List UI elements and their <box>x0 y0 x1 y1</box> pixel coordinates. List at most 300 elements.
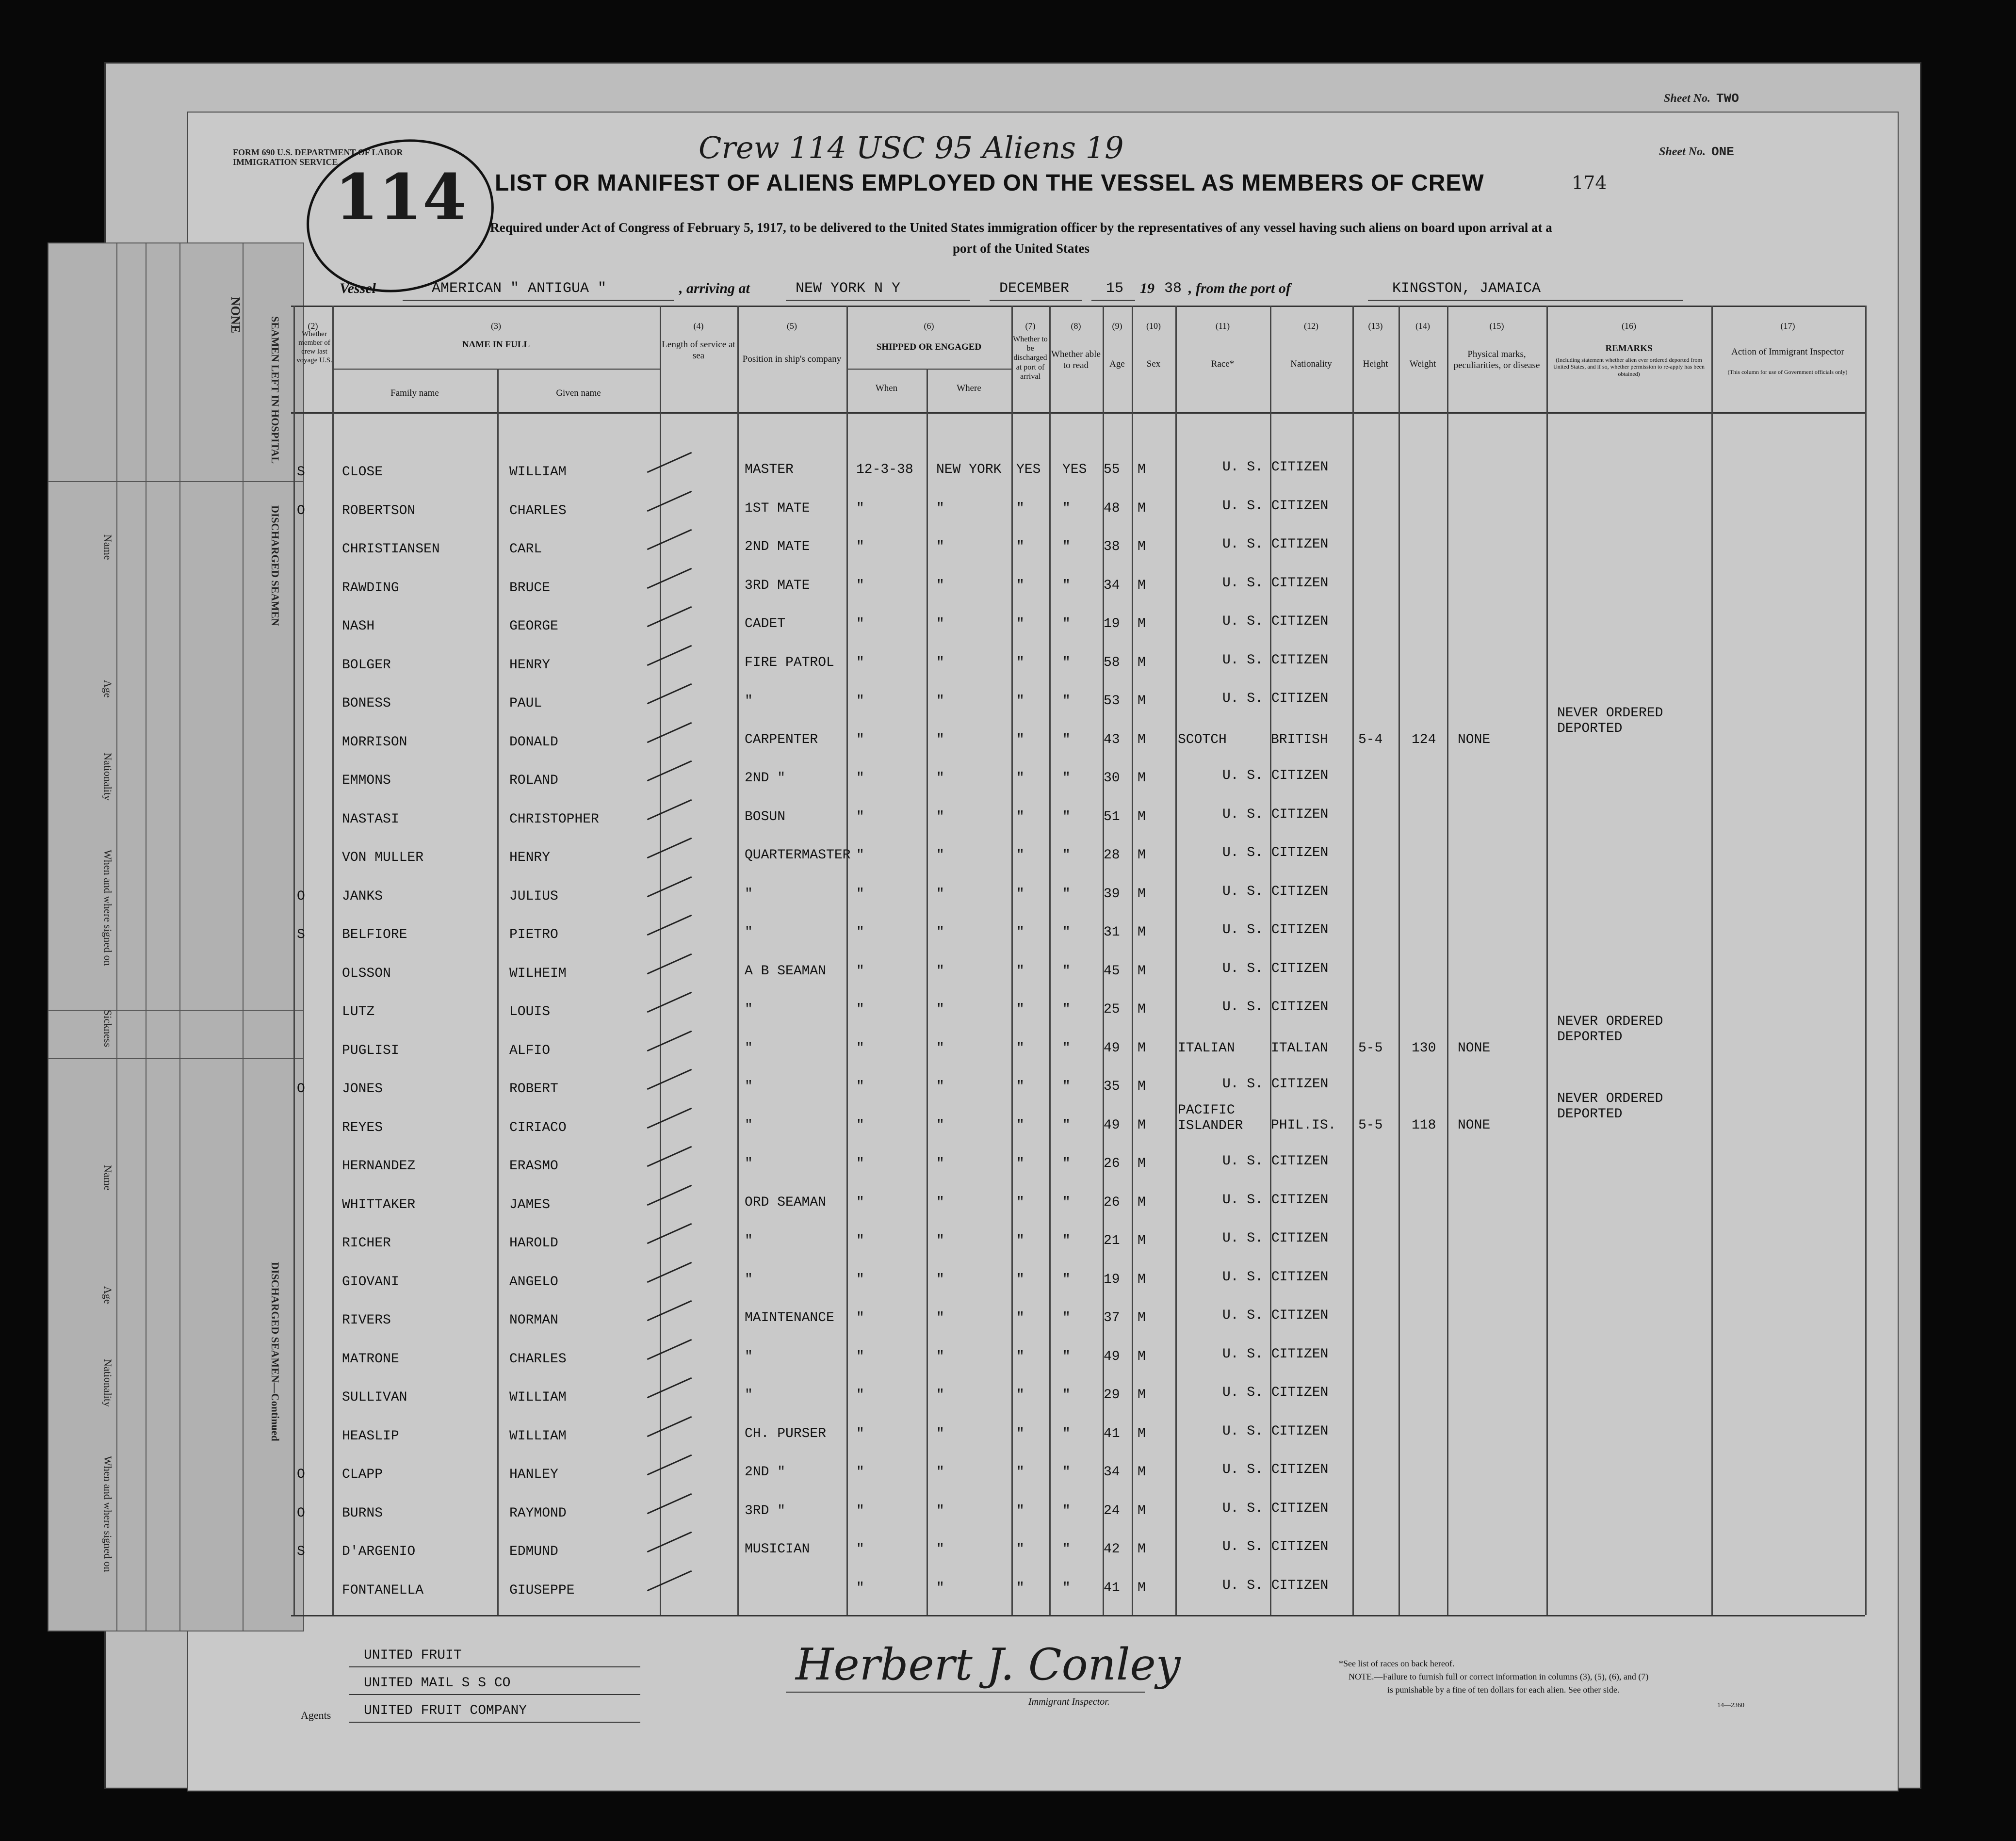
given-name: HENRY <box>509 850 551 865</box>
remarks: NEVER ORDERED DEPORTED <box>1557 1014 1663 1045</box>
able-to-read: " <box>1062 1195 1071 1210</box>
discharged: " <box>1016 964 1024 979</box>
age: 43 <box>1104 732 1120 747</box>
discharged: YES <box>1016 462 1041 477</box>
column-number: (6) <box>924 321 934 331</box>
age: 49 <box>1104 1118 1120 1133</box>
discharged: " <box>1016 1041 1024 1056</box>
owner-underline-1 <box>349 1666 640 1667</box>
position: CH. PURSER <box>745 1426 827 1441</box>
column-number: (11) <box>1215 321 1230 331</box>
year-prefix: 19 <box>1140 280 1154 296</box>
family-name: OLSSON <box>342 966 391 981</box>
age: 34 <box>1104 578 1120 593</box>
race: SCOTCH <box>1178 732 1227 747</box>
able-to-read: " <box>1062 578 1071 593</box>
column-number: (16) <box>1622 321 1636 331</box>
given-name: NORMAN <box>509 1313 558 1328</box>
given-name: CHRISTOPHER <box>509 812 599 827</box>
shipped-where: " <box>936 848 944 863</box>
able-to-read: " <box>1062 1542 1071 1557</box>
position: MASTER <box>745 462 794 477</box>
able-to-read: " <box>1062 1581 1071 1596</box>
table-column-rule <box>1711 306 1713 1615</box>
header-c3: NAME IN FULL <box>462 339 530 350</box>
table-column-rule <box>1865 306 1867 1615</box>
sex: M <box>1138 1465 1146 1480</box>
position: MAINTENANCE <box>745 1310 834 1325</box>
flap-divider <box>49 1010 303 1011</box>
form-number: 14—2360 <box>1717 1702 1744 1709</box>
able-to-read: " <box>1062 655 1071 670</box>
sex: M <box>1138 578 1146 593</box>
family-name: SULLIVAN <box>342 1390 407 1405</box>
nationality: U. S. CITIZEN <box>1222 1270 1329 1285</box>
page-number: 174 <box>1572 172 1607 194</box>
given-name: HENRY <box>509 658 551 673</box>
age: 58 <box>1104 655 1120 670</box>
shipped-where: " <box>936 771 944 786</box>
nationality: U. S. CITIZEN <box>1222 922 1329 937</box>
shipped-where: " <box>936 616 944 631</box>
height: 5-4 <box>1358 732 1383 747</box>
family-name: VON MULLER <box>342 850 424 865</box>
crew-last-voyage-mark: S <box>297 1544 305 1559</box>
given-name: PIETRO <box>509 927 558 942</box>
able-to-read: " <box>1062 1118 1071 1133</box>
flap-col-sickness: Sickness <box>102 1010 114 1047</box>
age: 21 <box>1104 1233 1120 1248</box>
sex: M <box>1138 1426 1146 1441</box>
vessel-underline <box>403 300 674 301</box>
flap-col-when: When and where signed on <box>102 1456 114 1572</box>
position: " <box>745 1349 753 1364</box>
family-name: EMMONS <box>342 773 391 788</box>
shipped-subheader-rule <box>846 369 1011 370</box>
shipped-when: " <box>856 1542 864 1557</box>
physical-marks: NONE <box>1458 1118 1491 1133</box>
column-number: (10) <box>1146 321 1161 331</box>
age: 26 <box>1104 1156 1120 1171</box>
sex: M <box>1138 1195 1146 1210</box>
nationality: U. S. CITIZEN <box>1222 1154 1329 1169</box>
able-to-read: " <box>1062 694 1071 709</box>
weight: 130 <box>1412 1041 1436 1056</box>
discharged: " <box>1016 1233 1024 1248</box>
sex: M <box>1138 539 1146 554</box>
shipped-where: " <box>936 1002 944 1017</box>
nationality: U. S. CITIZEN <box>1222 807 1329 822</box>
flap-discharged-heading: DISCHARGED SEAMEN <box>269 505 281 626</box>
family-name: BOLGER <box>342 658 391 673</box>
position: " <box>745 1233 753 1248</box>
age: 48 <box>1104 501 1120 516</box>
able-to-read: " <box>1062 1388 1071 1403</box>
age: 41 <box>1104 1426 1120 1441</box>
family-name: NASTASI <box>342 812 399 827</box>
nationality: U. S. CITIZEN <box>1222 614 1329 629</box>
position: " <box>745 1002 753 1017</box>
able-to-read: " <box>1062 809 1071 824</box>
discharged: " <box>1016 771 1024 786</box>
given-name: JAMES <box>509 1197 551 1212</box>
handwritten-crew-note: Crew 114 USC 95 Aliens 19 <box>699 130 1124 165</box>
family-name: REYES <box>342 1120 383 1135</box>
month-underline <box>990 300 1082 301</box>
shipped-when: " <box>856 771 864 786</box>
able-to-read: " <box>1062 1503 1071 1518</box>
able-to-read: " <box>1062 1079 1071 1094</box>
column-number: (13) <box>1368 321 1383 331</box>
nationality: U. S. CITIZEN <box>1222 653 1329 668</box>
position: ORD SEAMAN <box>745 1195 827 1210</box>
shipped-when: " <box>856 1426 864 1441</box>
age: 42 <box>1104 1542 1120 1557</box>
header-c2: Whether member of crew last voyage U.S. <box>296 330 332 364</box>
given-name: WILLIAM <box>509 465 567 480</box>
table-column-rule <box>1132 306 1133 1615</box>
manifest-title: LIST OR MANIFEST OF ALIENS EMPLOYED ON THE VESSEL AS MEMBERS OF CREW <box>495 170 1484 196</box>
header-c15: Physical marks, peculiarities, or disease <box>1453 349 1540 371</box>
flap-hospital-heading: SEAMEN LEFT IN HOSPITAL <box>269 316 281 464</box>
column-number: (5) <box>787 321 797 331</box>
discharged-seamen-flap <box>48 242 304 1631</box>
position: " <box>745 1041 753 1056</box>
flap-col-name: Name <box>102 534 114 560</box>
weight: 118 <box>1412 1118 1436 1133</box>
given-name: ROLAND <box>509 773 558 788</box>
family-name: MORRISON <box>342 735 407 750</box>
position: " <box>745 1118 753 1133</box>
from-underline <box>1368 300 1683 301</box>
given-name: CHARLES <box>509 503 567 518</box>
header-c3a: Family name <box>390 388 439 398</box>
position: BOSUN <box>745 809 786 824</box>
owner-line-1: UNITED FRUIT <box>364 1648 462 1663</box>
sheet-number-top: Sheet No. TWO <box>1664 91 1739 106</box>
flap-divider <box>179 243 180 1631</box>
owner-underline-2 <box>349 1694 640 1695</box>
physical-marks: NONE <box>1458 732 1491 747</box>
header-c16: REMARKS <box>1605 343 1653 354</box>
nationality: U. S. CITIZEN <box>1222 1077 1329 1092</box>
flap-col-nationality: Nationality <box>102 753 114 801</box>
remarks: NEVER ORDERED DEPORTED <box>1557 706 1663 736</box>
crew-last-voyage-mark: O <box>297 1467 305 1482</box>
nationality: U. S. CITIZEN <box>1222 460 1329 475</box>
position: A B SEAMAN <box>745 964 827 979</box>
shipped-where: " <box>936 1542 944 1557</box>
shipped-where: " <box>936 964 944 979</box>
shipped-when: " <box>856 578 864 593</box>
nationality: U. S. CITIZEN <box>1222 845 1329 860</box>
shipped-when: " <box>856 1465 864 1480</box>
position: 3RD " <box>745 1503 786 1518</box>
given-name: CIRIACO <box>509 1120 567 1135</box>
header-c6a: When <box>875 383 898 393</box>
table-column-rule <box>1011 306 1013 1615</box>
crew-last-voyage-mark: S <box>297 465 305 480</box>
able-to-read: " <box>1062 1272 1071 1287</box>
shipped-where: " <box>936 1272 944 1287</box>
sex: M <box>1138 1581 1146 1596</box>
shipped-when: 12-3-38 <box>856 462 913 477</box>
sex: M <box>1138 771 1146 786</box>
given-name: ALFIO <box>509 1043 551 1058</box>
family-name: NASH <box>342 619 375 634</box>
sex: M <box>1138 1041 1146 1056</box>
family-name: JANKS <box>342 889 383 904</box>
shipped-where: " <box>936 1195 944 1210</box>
able-to-read: " <box>1062 771 1071 786</box>
given-name: WILLIAM <box>509 1390 567 1405</box>
given-name: EDMUND <box>509 1544 558 1559</box>
family-name: JONES <box>342 1082 383 1097</box>
column-number: (3) <box>491 321 501 331</box>
able-to-read: " <box>1062 964 1071 979</box>
shipped-where: " <box>936 1465 944 1480</box>
inspector-signature: Herbert J. Conley <box>796 1639 1181 1690</box>
family-name: RIVERS <box>342 1313 391 1328</box>
age: 19 <box>1104 616 1120 631</box>
table-column-rule <box>1447 306 1448 1615</box>
flap-col-age: Age <box>102 680 114 698</box>
header-c11: Race* <box>1211 359 1235 369</box>
family-name: MATRONE <box>342 1352 399 1367</box>
family-name: HERNANDEZ <box>342 1159 416 1174</box>
column-number: (14) <box>1415 321 1430 331</box>
shipped-where: " <box>936 655 944 670</box>
discharged: " <box>1016 1426 1024 1441</box>
shipped-when: " <box>856 1581 864 1596</box>
header-c12: Nationality <box>1290 359 1332 369</box>
agents-name: UNITED FRUIT COMPANY <box>364 1703 527 1718</box>
shipped-where: " <box>936 578 944 593</box>
family-name: GIOVANI <box>342 1275 399 1290</box>
discharged: " <box>1016 1542 1024 1557</box>
shipped-where: " <box>936 1581 944 1596</box>
given-name: WILHEIM <box>509 966 567 981</box>
able-to-read: " <box>1062 616 1071 631</box>
name-subheader-rule <box>332 369 660 370</box>
discharged: " <box>1016 655 1024 670</box>
position: " <box>745 1388 753 1403</box>
nationality: U. S. CITIZEN <box>1222 576 1329 591</box>
shipped-when: " <box>856 616 864 631</box>
sex: M <box>1138 1310 1146 1325</box>
shipped-where: " <box>936 1388 944 1403</box>
discharged: " <box>1016 1465 1024 1480</box>
nationality: U. S. CITIZEN <box>1222 1424 1329 1439</box>
discharged: " <box>1016 887 1024 902</box>
vessel-name: AMERICAN " ANTIGUA " <box>432 280 607 297</box>
nationality: ITALIAN <box>1271 1041 1328 1056</box>
given-name: ANGELO <box>509 1275 558 1290</box>
position: CARPENTER <box>745 732 818 747</box>
nationality: U. S. CITIZEN <box>1222 961 1329 976</box>
position: 2ND " <box>745 771 786 786</box>
given-name: HANLEY <box>509 1467 558 1482</box>
given-name: JULIUS <box>509 889 558 904</box>
family-name: PUGLISI <box>342 1043 399 1058</box>
agents-label: Agents <box>301 1709 331 1721</box>
age: 31 <box>1104 925 1120 940</box>
age: 24 <box>1104 1503 1120 1518</box>
shipped-when: " <box>856 809 864 824</box>
shipped-where: " <box>936 1233 944 1248</box>
family-name: BELFIORE <box>342 927 407 942</box>
crew-last-voyage-mark: O <box>297 1506 305 1521</box>
given-name: RAYMOND <box>509 1506 567 1521</box>
weight: 124 <box>1412 732 1436 747</box>
header-c6b: Where <box>957 383 981 393</box>
age: 39 <box>1104 887 1120 902</box>
nationality: U. S. CITIZEN <box>1222 691 1329 706</box>
discharged: " <box>1016 925 1024 940</box>
able-to-read: " <box>1062 1465 1071 1480</box>
flap-divider <box>49 481 303 482</box>
shipped-where: " <box>936 1349 944 1364</box>
penalty-note-2: is punishable by a fine of ten dollars for each alien. See other side. <box>1387 1685 1620 1695</box>
able-to-read: " <box>1062 1349 1071 1364</box>
position: " <box>745 887 753 902</box>
header-c7: Whether to be discharged at port of arrival <box>1013 335 1048 381</box>
age: 55 <box>1104 462 1120 477</box>
crew-last-voyage-mark: O <box>297 1082 305 1097</box>
sex: M <box>1138 655 1146 670</box>
arriving-underline <box>786 300 970 301</box>
age: 25 <box>1104 1002 1120 1017</box>
column-number: (15) <box>1489 321 1504 331</box>
shipped-where: " <box>936 1156 944 1171</box>
family-name: CLAPP <box>342 1467 383 1482</box>
sex: M <box>1138 1388 1146 1403</box>
given-name: ROBERT <box>509 1082 558 1097</box>
given-name: GIUSEPPE <box>509 1583 575 1598</box>
shipped-when: " <box>856 964 864 979</box>
given-name: ERASMO <box>509 1159 558 1174</box>
shipped-where: " <box>936 501 944 516</box>
table-column-rule <box>1398 306 1400 1615</box>
shipped-where: " <box>936 1310 944 1325</box>
table-bottom-rule <box>291 1615 1865 1616</box>
nationality: U. S. CITIZEN <box>1222 499 1329 514</box>
able-to-read: " <box>1062 848 1071 863</box>
signature-underline <box>786 1692 1145 1693</box>
given-name: WILLIAM <box>509 1429 567 1444</box>
sex: M <box>1138 1118 1146 1133</box>
given-name: CARL <box>509 542 542 557</box>
nationality: U. S. CITIZEN <box>1222 1193 1329 1208</box>
flap-divider <box>243 243 244 1631</box>
position: 1ST MATE <box>745 501 810 516</box>
nationality: U. S. CITIZEN <box>1222 1347 1329 1362</box>
column-number: (2) <box>308 321 318 331</box>
penalty-note-1: NOTE.—Failure to furnish full or correct information in columns (3), (5), (6), and (7) <box>1349 1672 1649 1681</box>
header-c8: Whether able to read <box>1051 349 1101 371</box>
header-c5: Position in ship's company <box>742 354 842 364</box>
header-c17: Action of Immigrant Inspector <box>1731 347 1844 357</box>
table-column-rule <box>660 306 661 1615</box>
able-to-read: " <box>1062 1156 1071 1171</box>
circled-number-text: 114 <box>335 160 467 234</box>
column-number: (9) <box>1112 321 1122 331</box>
shipped-where: " <box>936 732 944 747</box>
from-label: , from the port of <box>1188 280 1291 296</box>
discharged: " <box>1016 1503 1024 1518</box>
sex: M <box>1138 732 1146 747</box>
remarks: NEVER ORDERED DEPORTED <box>1557 1091 1663 1122</box>
sex: M <box>1138 964 1146 979</box>
discharged: " <box>1016 1581 1024 1596</box>
shipped-when: " <box>856 655 864 670</box>
given-name: PAUL <box>509 696 542 711</box>
owner-line-2: UNITED MAIL S S CO <box>364 1676 511 1691</box>
shipped-when: " <box>856 1310 864 1325</box>
flap-divider <box>116 243 117 1631</box>
shipped-when: " <box>856 848 864 863</box>
position: " <box>745 1272 753 1287</box>
sex: M <box>1138 925 1146 940</box>
arrival-day: 15 <box>1106 280 1124 297</box>
header-c10: Sex <box>1146 359 1161 369</box>
age: 49 <box>1104 1041 1120 1056</box>
age: 19 <box>1104 1272 1120 1287</box>
header-c4: Length of service at sea <box>662 339 735 361</box>
department-stamp: FORM 690 U.S. DEPARTMENT OF LABOR IMMIGRATION SERVICE <box>233 147 403 167</box>
manifest-subtitle: Required under Act of Congress of February 5, 1917, to be delivered to the United States immigration officer by the representatives of any vessel having such aliens on board upon arrival at a port of the United States <box>490 220 1552 256</box>
discharged: " <box>1016 1388 1024 1403</box>
age: 41 <box>1104 1581 1120 1596</box>
given-name: BRUCE <box>509 581 551 596</box>
shipped-when: " <box>856 1041 864 1056</box>
age: 26 <box>1104 1195 1120 1210</box>
position: FIRE PATROL <box>745 655 834 670</box>
shipped-when: " <box>856 539 864 554</box>
shipped-when: " <box>856 1272 864 1287</box>
sex: M <box>1138 1542 1146 1557</box>
shipped-where: " <box>936 539 944 554</box>
discharged: " <box>1016 1272 1024 1287</box>
table-column-rule <box>737 306 739 1615</box>
nationality: U. S. CITIZEN <box>1222 884 1329 899</box>
crew-last-voyage-mark: O <box>297 503 305 518</box>
position: CADET <box>745 616 786 631</box>
age: 28 <box>1104 848 1120 863</box>
table-column-rule <box>293 306 295 1615</box>
shipped-when: " <box>856 1233 864 1248</box>
sex: M <box>1138 1002 1146 1017</box>
shipped-when: " <box>856 1349 864 1364</box>
discharged: " <box>1016 1002 1024 1017</box>
race: PACIFIC ISLANDER <box>1178 1103 1243 1133</box>
shipped-where: " <box>936 1426 944 1441</box>
from-port: KINGSTON, JAMAICA <box>1392 280 1541 297</box>
able-to-read: YES <box>1062 462 1087 477</box>
arrival-year: 38 <box>1164 280 1182 297</box>
table-column-rule <box>332 306 334 1615</box>
table-column-rule <box>1352 306 1354 1615</box>
discharged: " <box>1016 1310 1024 1325</box>
sex: M <box>1138 1233 1146 1248</box>
header-c6: SHIPPED OR ENGAGED <box>876 342 982 352</box>
family-name: RICHER <box>342 1236 391 1251</box>
nationality: U. S. CITIZEN <box>1222 1231 1329 1246</box>
age: 29 <box>1104 1388 1120 1403</box>
position: " <box>745 1079 753 1094</box>
shipped-when: " <box>856 501 864 516</box>
sheet-number-form: Sheet No. ONE <box>1659 145 1734 159</box>
